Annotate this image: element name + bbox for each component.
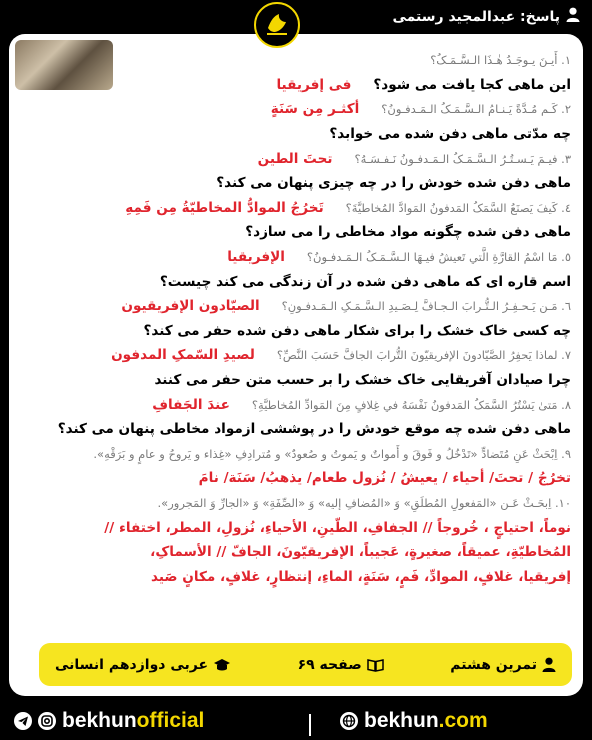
text-line bbox=[17, 319, 571, 344]
social-handle[interactable] bbox=[14, 709, 204, 733]
text-line bbox=[17, 196, 571, 221]
text-line bbox=[17, 491, 571, 516]
arabic-question: ۱. أَیـنَ یـوجَـدُ هٰـذَا الـسَّـمَـکُ؟ bbox=[430, 53, 571, 68]
book-text: عربی دوازدهم انسانی bbox=[55, 656, 209, 673]
text-line bbox=[17, 220, 571, 245]
text-line bbox=[17, 146, 571, 171]
persian-translation: اسم قاره ای که ماهی دفن شده در آن زندگی می کند چیست؟ bbox=[159, 273, 571, 290]
persian-translation: چه مدّتی ماهی دفن شده می خوابد؟ bbox=[329, 126, 571, 143]
social-text: bekhunofficial bbox=[62, 709, 205, 732]
globe-icon bbox=[340, 712, 358, 730]
brand-logo bbox=[254, 2, 300, 48]
text-line bbox=[17, 368, 571, 393]
page-label bbox=[298, 657, 384, 673]
answer-text: أکثـر مِن سَنَةٍ bbox=[270, 101, 360, 118]
arabic-question: ٤. کَیفَ یَصنَعُ السَّمَکُ المَدفونُ المَوادَّ المُخاطیَّةَ؟ bbox=[345, 200, 571, 215]
worksheet-card bbox=[9, 34, 583, 696]
divider bbox=[309, 714, 311, 736]
answer-text: إفریقیا، غلافٍ، الموادِّ، فَمٍ، سَنَةٍ، الماءِ، إنتظارٍ، غلافٍ، مکانٍ صَید bbox=[151, 568, 571, 585]
instagram-icon[interactable] bbox=[38, 712, 56, 730]
arabic-question: ٨. مَتیٰ یَسْتُرُ السَّمَکُ المَدفونُ نَفْسَهُ في غِلافٍ مِنَ المَوادِّ المُخاطیَّةِ؟ bbox=[251, 397, 571, 412]
text-line bbox=[17, 466, 571, 491]
text-line bbox=[17, 171, 571, 196]
text-line bbox=[17, 343, 571, 368]
text-line bbox=[17, 269, 571, 294]
persian-translation: ماهی دفن شده چگونه مواد مخاطی را می سازد؟ bbox=[245, 224, 571, 241]
exercise-label bbox=[450, 657, 556, 673]
answer-text: المُخاطیّةِ، عمیقاً، صغیرةٍ، عَجیباً، الإفریقیّونَ، الجافّ // الأسماکِ، bbox=[150, 544, 571, 561]
text-line bbox=[17, 122, 571, 147]
book-label bbox=[55, 657, 231, 673]
arabic-question: ٥. مَا اسْمُ القارَّةِ الَّتي تَعیشُ فیـهَا الـسَّـمَـکُ الـمَـدفـونُ؟ bbox=[306, 250, 571, 265]
arabic-question: ٦. مَـن یَـحـفِـرُ الـتُّـرابَ الـجـافَّ لِـصَـیدِ الـسَّـمَـکِ الـمَـدفـونِ؟ bbox=[281, 299, 571, 314]
open-book-icon bbox=[367, 658, 384, 672]
book-logo-icon bbox=[262, 10, 292, 40]
text-line bbox=[17, 564, 571, 589]
website-text: bekhun.com bbox=[364, 709, 488, 732]
text-line bbox=[17, 97, 571, 122]
questions-list bbox=[17, 48, 571, 589]
text-line bbox=[17, 540, 571, 565]
bottom-bar bbox=[0, 706, 592, 740]
page-text: صفحه ۶۹ bbox=[297, 656, 362, 673]
user-icon bbox=[566, 7, 580, 26]
answer-text: تَخرُجُ الموادُّ المخاطیّةُ مِن فَمِهِ bbox=[125, 199, 324, 216]
text-line bbox=[17, 515, 571, 540]
answer-text: تحتَ الطین bbox=[257, 150, 333, 167]
text-line bbox=[17, 417, 571, 442]
persian-translation: این ماهی کجا یافت می شود؟ bbox=[373, 76, 571, 93]
answer-text: عندَ الجَفافِ bbox=[152, 396, 230, 413]
text-line bbox=[17, 294, 571, 319]
answer-text: تخرُجُ / تحتَ/ أحیاء / یعیشُ / نُزول طعام/ یذهبُ/ سَنَة/ نامَ bbox=[198, 470, 571, 487]
arabic-question: ۲. کَـم مُـدَّةً یَـنـامُ الـسَّـمَـکُ الـمَـدفـونُ؟ bbox=[381, 102, 571, 117]
answer-text: نوماً، احتیاجٍ ، خُروجاً // الجفافِ، الطّینِ، الأحیاءِ، نُزولِ، المطر، اختفاء // bbox=[104, 519, 571, 536]
arabic-question: ٧. لماذا یَحفِرُ الصَّیّادونَ الإفریقیّونَ التُّرابَ الجافَّ حَسَبَ النَّصِّ؟ bbox=[276, 348, 571, 363]
answer-text: الصیّادون الإفریقیون bbox=[121, 298, 260, 315]
arabic-question: ۳. فیـمَ یَـسـتُـرُ الـسَّـمَـکُ الـمَـدفـونُ نَـفـسَـهُ؟ bbox=[354, 151, 571, 166]
persian-translation: ماهی دفن شده خودش را در چه چیزی پنهان می کند؟ bbox=[216, 175, 571, 192]
user-icon bbox=[542, 657, 556, 672]
answer-text: لصیدِ السّمکِ المدفون bbox=[111, 347, 255, 364]
answer-text: الإفریقیا bbox=[227, 249, 285, 266]
exercise-text: تمرین هشتم bbox=[450, 656, 537, 673]
text-line bbox=[17, 392, 571, 417]
website-link[interactable] bbox=[340, 709, 488, 733]
answerer-label bbox=[392, 7, 580, 26]
graduation-cap-icon bbox=[213, 658, 231, 672]
text-line bbox=[17, 442, 571, 467]
persian-translation: چرا صیادان آفریقایی خاک خشک را بر حسب متن حفر می کنند bbox=[154, 372, 571, 389]
answerer-text: پاسخ: عبدالمجید رستمی bbox=[392, 8, 560, 25]
text-line bbox=[17, 245, 571, 270]
persian-translation: چه کسی خاک خشک را برای شکار ماهی دفن شده حفر می کند؟ bbox=[143, 322, 571, 339]
text-line bbox=[17, 73, 571, 98]
text-line bbox=[17, 48, 571, 73]
footer-bar bbox=[39, 643, 572, 686]
arabic-question: ٩. اِبْحَثْ عَنِ مُتَضادٍّ «تَدْخُلُ و فَوقَ و أَمواتٌ و یَموتُ و صُعودٌ» و مُترادِفِ «غِذاء و یَروحُ و عامٍ و بَرَقْهِ». bbox=[93, 446, 571, 461]
answer-text: فی إفریقیا bbox=[276, 76, 352, 93]
persian-translation: ماهی دفن شده چه موقع خودش را در پوششی ازمواد مخاطی پنهان می کند؟ bbox=[57, 421, 571, 438]
telegram-icon[interactable] bbox=[14, 712, 32, 730]
arabic-question: ١٠. اِبحَـثْ عَـن «المَفعولِ المُطلَقِ» وَ «المُضافِ إلیه» وَ «الصِّفَةِ» وَ «الجارِّ وَ المَجرور». bbox=[157, 495, 571, 510]
